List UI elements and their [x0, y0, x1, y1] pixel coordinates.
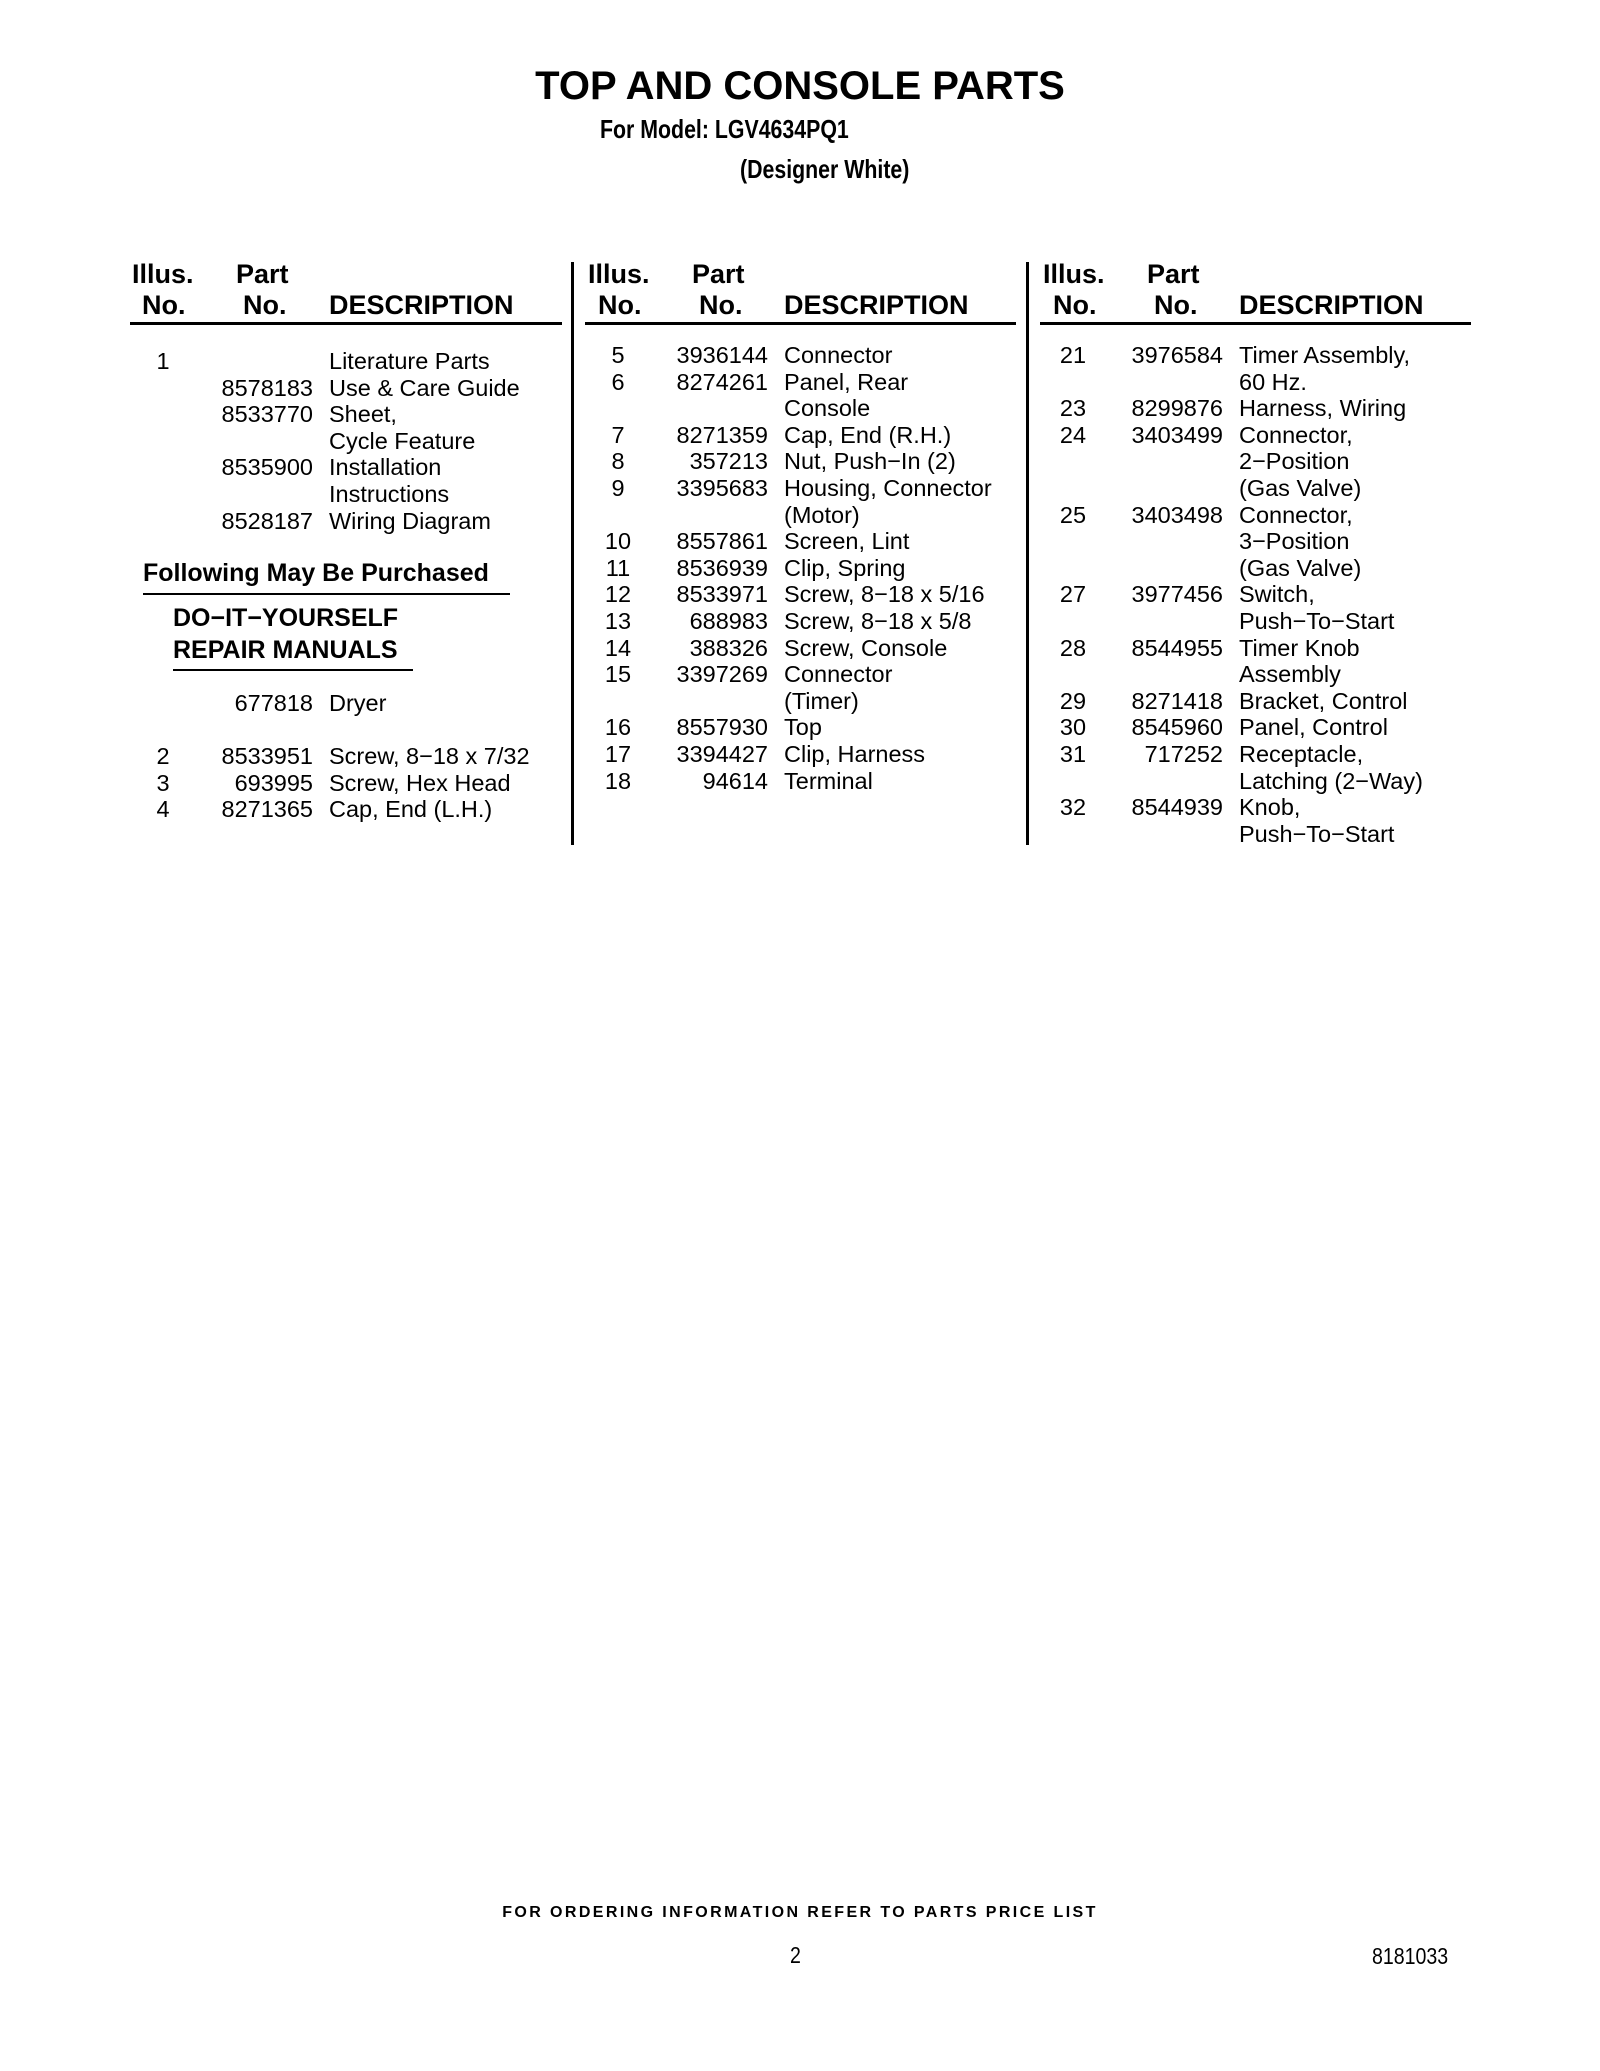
part-number: 688983 [689, 607, 768, 634]
description-header-col1: DESCRIPTION [329, 290, 514, 320]
illus-number: 18 [604, 767, 632, 794]
description-line: Screw, 8−18 x 5/16 [784, 581, 985, 608]
description-line: Screen, Lint [784, 528, 910, 555]
description-line: Instructions [329, 480, 450, 507]
part-number: 8533770 [221, 401, 313, 428]
description-line: 2−Position [1239, 448, 1350, 475]
part-number: 3403498 [1131, 501, 1223, 528]
part-number: 8535900 [221, 454, 313, 481]
illus-header-col1 [132, 259, 194, 321]
description-line: Screw, Hex Head [329, 769, 511, 796]
part-number: 94614 [702, 767, 768, 794]
description-line: (Gas Valve) [1239, 554, 1362, 581]
illus-number: 24 [1059, 421, 1087, 448]
description-line: Knob, [1239, 794, 1301, 821]
part-number: 8557861 [676, 528, 768, 555]
part-number: 8533971 [676, 581, 768, 608]
parts-row [910, 741, 1480, 794]
description-line: Push−To−Start [1239, 607, 1395, 634]
part-number: 3395683 [676, 474, 768, 501]
part-number: 357213 [689, 448, 768, 475]
illus-number: 7 [611, 421, 625, 448]
part-description [1239, 635, 1480, 688]
illus-number: 31 [1059, 740, 1087, 767]
description-line: 3−Position [1239, 528, 1350, 555]
description-line: Terminal [784, 767, 873, 794]
part-number: 388326 [689, 634, 768, 661]
illus-number: 5 [611, 342, 625, 368]
description-line: Panel, Rear [784, 368, 909, 395]
part-number: 8271418 [1131, 687, 1223, 714]
part-number: 3976584 [1131, 342, 1223, 368]
part-description [1239, 395, 1480, 422]
description-line: (Gas Valve) [1239, 474, 1362, 501]
illus-number: 29 [1059, 687, 1087, 714]
description-line: Assembly [1239, 661, 1341, 688]
description-line: Cycle Feature [329, 427, 476, 454]
illus-number: 9 [611, 474, 625, 501]
illus-header-bottom: No. [598, 290, 642, 320]
illus-header-top: Illus. [1043, 259, 1105, 289]
part-number: 8544955 [1131, 634, 1223, 661]
part-number: 8545960 [1131, 714, 1223, 741]
diy-heading-line2: REPAIR MANUALS [173, 636, 398, 664]
parts-row [910, 714, 1480, 741]
part-number: 3397269 [676, 661, 768, 688]
description-line: Timer Knob [1239, 634, 1360, 661]
illus-number: 21 [1059, 342, 1087, 368]
part-header-bottom: No. [1154, 290, 1198, 320]
parts-row [910, 688, 1480, 715]
parts-list-col3 [910, 342, 1480, 847]
parts-row [910, 635, 1480, 688]
illus-header-col3 [1043, 259, 1105, 321]
part-header-col1 [236, 259, 289, 321]
description-line: Clip, Spring [784, 554, 906, 581]
description-line: Cap, End (R.H.) [784, 421, 952, 448]
page-number: 2 [790, 1942, 801, 1968]
part-header-col2 [692, 259, 745, 321]
header-rule-col2 [585, 322, 1016, 325]
part-number: 8271359 [676, 421, 768, 448]
description-line: Top [784, 714, 822, 741]
illus-header-top: Illus. [132, 259, 194, 289]
description-line: Dryer [329, 690, 387, 716]
description-line: Literature Parts [329, 348, 490, 374]
document-number: 8181033 [1372, 1943, 1449, 1969]
purchase-heading: Following May Be Purchased [143, 559, 489, 587]
part-header-bottom: No. [699, 290, 743, 320]
description-line: Installation [329, 454, 442, 481]
description-line: Screw, 8−18 x 5/8 [784, 607, 972, 634]
illus-number: 27 [1059, 581, 1087, 608]
part-number: 717252 [1144, 740, 1223, 767]
illus-number: 28 [1059, 634, 1087, 661]
part-description [1239, 794, 1480, 847]
illus-number: 10 [604, 528, 632, 555]
part-description [1239, 502, 1480, 582]
part-description [329, 796, 570, 823]
description-line: Screw, 8−18 x 7/32 [329, 743, 530, 769]
description-line: Connector [784, 661, 893, 688]
illus-number: 8 [611, 448, 625, 475]
description-line: Connector, [1239, 421, 1353, 448]
part-number: 3394427 [676, 740, 768, 767]
part-number: 693995 [234, 769, 313, 796]
illus-number: 1 [156, 348, 170, 374]
description-line: Panel, Control [1239, 714, 1388, 741]
description-header-col3: DESCRIPTION [1239, 290, 1424, 320]
model-color: (Designer White) [740, 154, 910, 184]
part-description [1239, 342, 1480, 395]
description-line: Use & Care Guide [329, 374, 520, 401]
part-number: 8557930 [676, 714, 768, 741]
part-header-top: Part [236, 259, 289, 289]
part-number: 8536939 [676, 554, 768, 581]
illus-header-bottom: No. [142, 290, 186, 320]
illus-number: 32 [1059, 794, 1087, 821]
description-line: Housing, Connector [784, 474, 992, 501]
part-number: 8533951 [221, 743, 313, 769]
illus-number: 23 [1059, 395, 1087, 422]
header-rule-col3 [1040, 322, 1471, 325]
parts-row [910, 502, 1480, 582]
illus-header-bottom: No. [1053, 290, 1097, 320]
description-line: Bracket, Control [1239, 687, 1408, 714]
part-description [1239, 422, 1480, 502]
part-header-bottom: No. [243, 290, 287, 320]
illus-number: 2 [156, 743, 170, 769]
parts-row [910, 422, 1480, 502]
description-line: Latching (2−Way) [1239, 767, 1423, 794]
illus-number: 12 [604, 581, 632, 608]
parts-row [910, 395, 1480, 422]
parts-row [0, 796, 570, 823]
illus-number: 4 [156, 796, 170, 823]
part-number: 8274261 [676, 368, 768, 395]
page-title: TOP AND CONSOLE PARTS [535, 64, 1065, 108]
part-number: 677818 [234, 690, 313, 716]
part-number: 8544939 [1131, 794, 1223, 821]
parts-row [910, 581, 1480, 634]
description-line: Console [784, 395, 871, 422]
description-line: Timer Assembly, [1239, 342, 1411, 368]
description-line: Clip, Harness [784, 740, 926, 767]
description-line: Screw, Console [784, 634, 948, 661]
part-number: 8271365 [221, 796, 313, 823]
description-line: (Timer) [784, 687, 859, 714]
description-line: Push−To−Start [1239, 820, 1395, 847]
illus-number: 16 [604, 714, 632, 741]
illus-number: 30 [1059, 714, 1087, 741]
part-number: 8528187 [221, 507, 313, 534]
diy-manuals-heading [173, 602, 398, 666]
illus-number: 3 [156, 769, 170, 796]
part-number: 3403499 [1131, 421, 1223, 448]
illus-number: 11 [605, 554, 631, 581]
illus-number: 6 [611, 368, 625, 395]
illus-number: 14 [604, 634, 632, 661]
parts-row [910, 794, 1480, 847]
model-number: For Model: LGV4634PQ1 [600, 114, 849, 144]
diy-heading-rule [173, 669, 413, 671]
description-line: Receptacle, [1239, 740, 1364, 767]
part-description [1239, 741, 1480, 794]
ordering-note: FOR ORDERING INFORMATION REFER TO PARTS PRICE LIST [502, 1904, 1098, 1921]
description-line: (Motor) [784, 501, 860, 528]
illus-header-col2 [588, 259, 650, 321]
part-description [1239, 714, 1480, 741]
part-description [1239, 688, 1480, 715]
description-line: Connector, [1239, 501, 1353, 528]
header-rule-col1 [130, 322, 562, 325]
part-description [1239, 581, 1480, 634]
part-number: 3977456 [1131, 581, 1223, 608]
description-line: Wiring Diagram [329, 507, 491, 534]
illus-number: 13 [604, 607, 632, 634]
description-line: 60 Hz. [1239, 368, 1307, 395]
part-number: 8578183 [221, 374, 313, 401]
description-line: Switch, [1239, 581, 1315, 608]
diy-heading-line1: DO−IT−YOURSELF [173, 604, 399, 632]
part-number: 8299876 [1131, 395, 1223, 422]
description-line: Harness, Wiring [1239, 395, 1407, 422]
parts-row [910, 342, 1480, 395]
part-number: 3936144 [676, 342, 768, 368]
part-header-top: Part [692, 259, 745, 289]
illus-header-top: Illus. [588, 259, 650, 289]
description-header-col2: DESCRIPTION [784, 290, 969, 320]
part-header-top: Part [1147, 259, 1200, 289]
part-header-col3 [1147, 259, 1200, 321]
illus-number: 17 [604, 740, 632, 767]
description-line: Nut, Push−In (2) [784, 448, 956, 475]
description-line: Connector [784, 342, 893, 368]
description-line: Cap, End (L.H.) [329, 796, 493, 823]
description-line: Sheet, [329, 401, 397, 428]
illus-number: 15 [604, 661, 632, 688]
illus-number: 25 [1059, 501, 1087, 528]
